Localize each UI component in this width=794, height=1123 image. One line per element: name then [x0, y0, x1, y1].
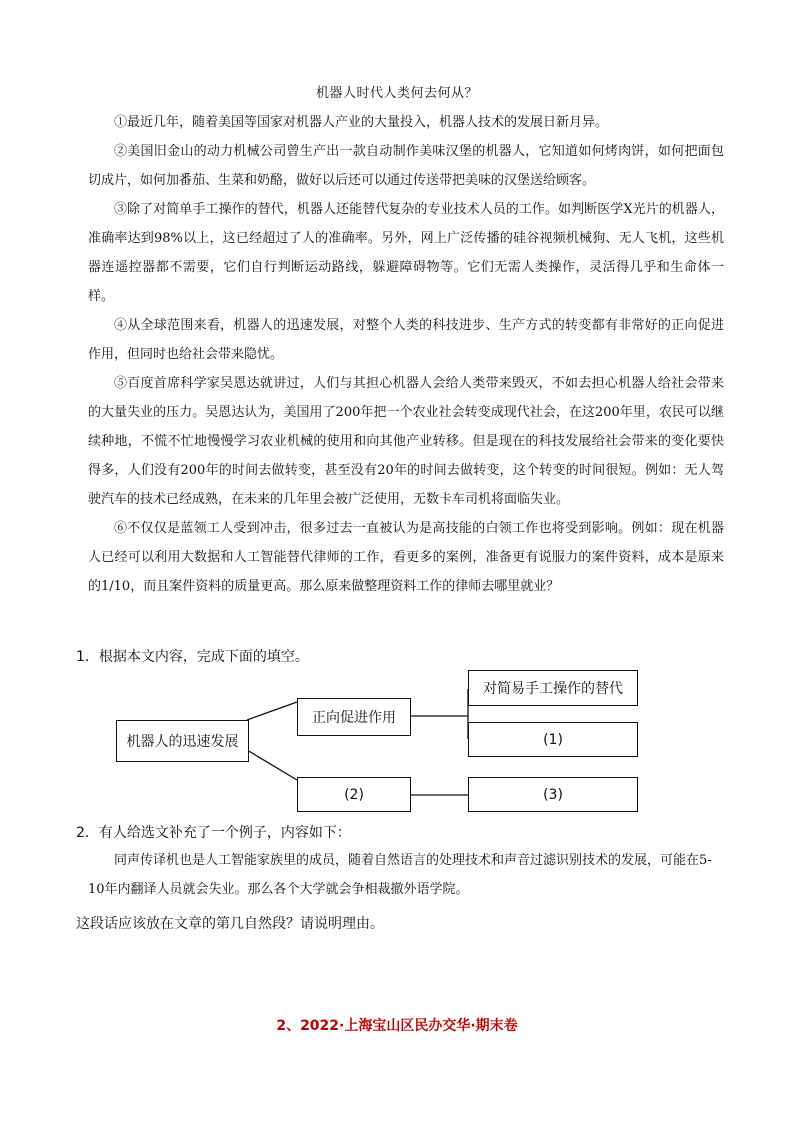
- diagram-leaf-1-box: 对简易手工操作的替代: [468, 670, 638, 706]
- paragraph-1: ①最近几年，随着美国等国家对机器人产业的大量投入，机器人技术的发展日新月异。: [114, 115, 609, 130]
- connector-root-top: [247, 702, 297, 720]
- question-2-ask: 这段话应该放在文章的第几自然段？请说明理由。: [76, 916, 384, 932]
- connector-root-bottom: [247, 750, 297, 780]
- section-title: 2、2022·上海宝山区民办交华·期末卷: [276, 1018, 518, 1034]
- article-title: 机器人时代人类何去何从？: [315, 86, 478, 101]
- diagram-leaf-3-box: (3): [468, 777, 638, 812]
- diagram-branch-bottom-box: (2): [297, 777, 411, 812]
- paragraph-6: ⑥不仅仅是蓝领工人受到冲击，很多过去一直被认为是高技能的白领工作也将受到影响。例如：现在机器人已经可以利用大数据和人工智能替代律师的工作，看更多的案例，准备更有说服力的案件资料，成本是原来的1/10，而且案件资料的质量更高。那么原来做整理资料工作的律师去哪里就业？: [88, 521, 724, 594]
- diagram-root-box: 机器人的迅速发展: [116, 720, 249, 762]
- paragraph-5: ⑤百度首席科学家吴恩达就讲过，人们与其担心机器人会给人类带来毁灭，不如去担心机器人给社会带来的大量失业的压力。吴恩达认为，美国用了200年把一个农业社会转变成现代社会，在这200年里，农民可以继续种地，不慌不忙地慢慢学习农业机械的使用和向其他产业转移。但是现在的科技发展给社会带来的变化要快得多，人们没有200年的时间去做转变，甚至没有20年的时间去做转变，这个转变的时间很短。例如：无人驾驶汽车的技术已经成熟，在未来的几年里会被广泛使用，无数卡车司机将面临失业。: [88, 376, 724, 507]
- diagram-leaf-2-box: (1): [468, 722, 638, 757]
- paragraph-2: ②美国旧金山的动力机械公司曾生产出一款自动制作美味汉堡的机器人，它知道如何烤肉饼，如何把面包切成片，如何加番茄、生菜和奶酪，做好以后还可以通过传送带把美味的汉堡送给顾客。: [88, 144, 724, 188]
- question-1-prompt: 1．根据本文内容，完成下面的填空。: [76, 649, 309, 665]
- paragraph-3: ③除了对简单手工操作的替代，机器人还能替代复杂的专业技术人员的工作。如判断医学X光片的机器人，准确率达到98%以上，这已经超过了人的准确率。另外，网上广泛传播的硅谷视频机械狗、无人飞机，这些机器连遥控器都不需要，它们自行判断运动路线，躲避障碍物等。它们无需人类操作，灵活得几乎和生命体一样。: [88, 202, 724, 304]
- example-text: 同声传译机也是人工智能家族里的成员，随着自然语言的处理技术和声音过滤识别技术的发展，可能在5-10年内翻译人员就会失业。那么各个大学就会争相裁撤外语学院。: [88, 853, 712, 897]
- paragraph-4: ④从全球范围来看，机器人的迅速发展，对整个人类的科技进步、生产方式的转变都有非常好的正向促进作用，但同时也给社会带来隐忧。: [88, 318, 724, 362]
- question-2-prompt: 2．有人给选文补充了一个例子，内容如下：: [76, 825, 351, 841]
- question-2-example: [88, 846, 724, 904]
- diagram-branch-top-box: 正向促进作用: [297, 698, 411, 736]
